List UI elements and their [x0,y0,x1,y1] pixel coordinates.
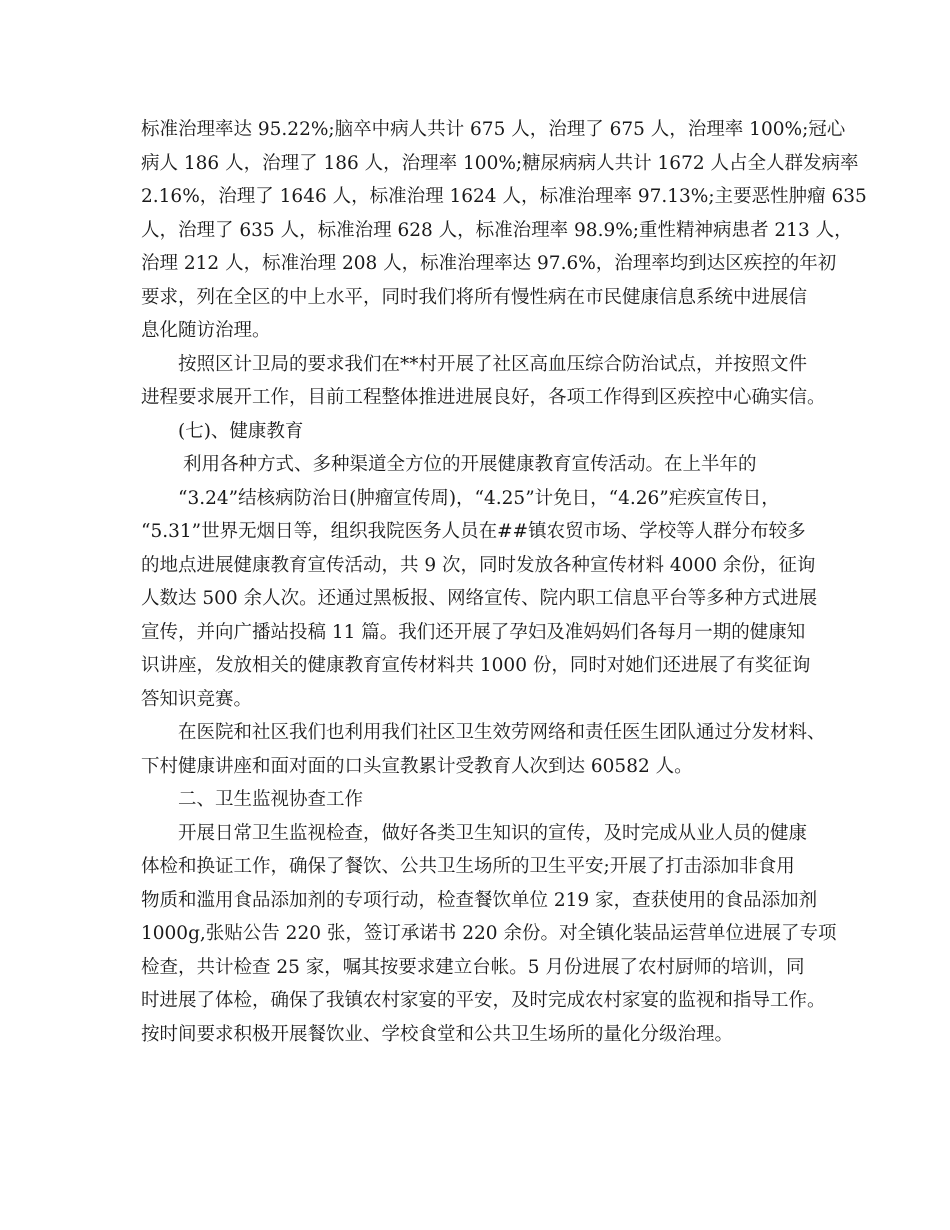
text-line: 物质和滥用食品添加剂的专项行动，检查餐饮单位 219 家，查获使用的食品添加剂 [141,889,818,911]
text-line: 息化随访治理。 [141,320,271,341]
text-line: 进程要求展开工作，目前工程整体推进进展良好，各项工作得到区疾控中心确实信。 [141,387,826,408]
section-heading-health-supervision: 二、卫生监视协查工作 [178,789,364,810]
paragraph-start-line: 在医院和社区我们也利用我们社区卫生效劳网络和责任医生团队通过分发材料、 [178,722,826,743]
paragraph-start-line: 利用各种方式、多种渠道全方位的开展健康教育宣传活动。在上半年的 [183,454,757,475]
text-line: 标准治理率达 95.22%;脑卒中病人共计 675 人，治理了 675 人，治理率 100%;冠心 [141,119,846,140]
paragraph-start-line: 按照区计卫局的要求我们在**村开展了社区高血压综合防治试点，并按照文件 [178,353,808,375]
text-line: 宣传，并向广播站投稿 11 篇。我们还开展了孕妇及准妈妈们各每月一期的健康知 [141,621,806,643]
text-line: 下村健康讲座和面对面的口头宣教累计受教育人次到达 60582 人。 [141,755,693,777]
document-body [141,113,867,1051]
text-line: 时进展了体检，确保了我镇农村家宴的平安，及时完成农村家宴的监视和指导工作。 [141,990,826,1011]
section-heading-health-education: (七)、健康教育 [178,420,304,442]
text-line: 体检和换证工作，确保了餐饮、公共卫生场所的卫生平安;开展了打击添加非食用 [141,856,795,877]
paragraph-start-line: 开展日常卫生监视检查，做好各类卫生知识的宣传，及时完成从业人员的健康 [178,822,808,844]
text-line: 检查，共计检查 25 家，嘱其按要求建立台帐。5 月份进展了农村厨师的培训，同 [141,956,805,978]
text-line: 答知识竞赛。 [141,688,253,710]
text-line: 人，治理了 635 人，标准治理 628 人，标准治理率 98.9%;重性精神病患者 213 人， [141,219,853,241]
text-line: 的地点进展健康教育宣传活动，共 9 次，同时发放各种宣传材料 4000 余份，征询 [141,554,816,576]
text-line: “5.31”世界无烟日等，组织我院医务人员在##镇农贸市场、学校等人群分布较多 [141,521,806,542]
text-line: 要求，列在全区的中上水平，同时我们将所有慢性病在市民健康信息系统中进展信 [141,286,808,308]
text-line: “3.24”结核病防治日(肿瘤宣传周)，“4.25”计免日，“4.26”疟疾宣传日， [178,487,780,509]
text-line: 治理 212 人，标准治理 208 人，标准治理率达 97.6%，治理率均到达区疾控的年初 [141,253,837,274]
text-line: 识讲座，发放相关的健康教育宣传材料共 1000 份，同时对她们还进展了有奖征询 [141,655,811,676]
text-line: 病人 186 人，治理了 186 人，治理率 100%;糖尿病病人共计 1672 人占全人群发病率 [141,152,859,174]
text-line: 1000g,张贴公告 220 张，签订承诺书 220 余份。对全镇化装品运营单位进展了专项 [141,923,837,944]
text-line: 人数达 500 余人次。还通过黑板报、网络宣传、院内职工信息平台等多种方式进展 [141,588,818,609]
text-line: 2.16%，治理了 1646 人，标准治理 1624 人，标准治理率 97.13%;主要恶性肿瘤 635 [141,186,867,207]
text-line: 按时间要求积极开展餐饮业、学校食堂和公共卫生场所的量化分级治理。 [141,1023,734,1045]
